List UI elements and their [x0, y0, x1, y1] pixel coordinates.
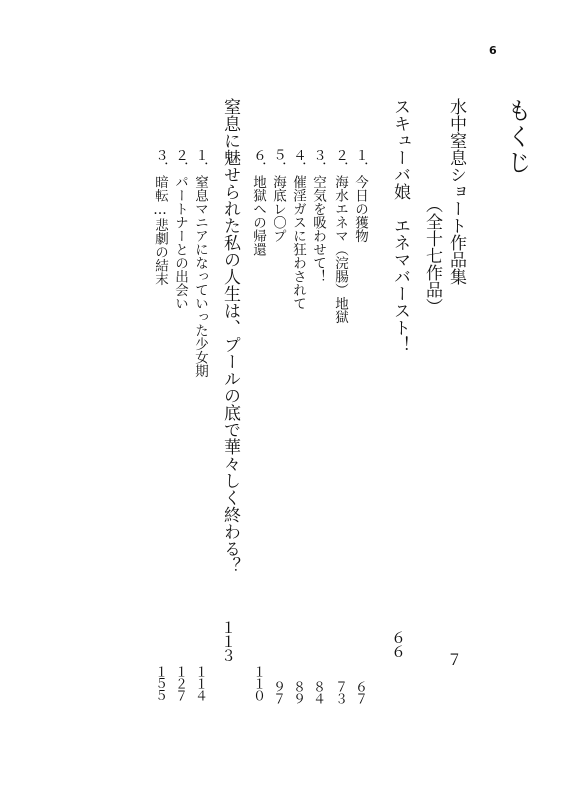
- section-title: 水中窒息ショート作品集: [446, 98, 466, 285]
- list-item: ４．催淫ガスに狂わされて: [290, 148, 306, 310]
- item-page: １５５: [152, 665, 167, 701]
- item-page: ８９: [290, 680, 305, 704]
- list-item: ２．海水エネマ（浣腸）地獄: [332, 148, 348, 324]
- section-subtitle: （全十七作品）: [422, 196, 442, 315]
- list-item: １．今日の獲物: [352, 148, 368, 243]
- section-title: スキューバ娘 エネマバースト！: [390, 98, 410, 353]
- item-page: ６７: [352, 680, 367, 704]
- item-page: ９７: [270, 680, 285, 704]
- list-item: ３．暗転…悲劇の結末: [152, 148, 168, 286]
- toc-heading: もくじ: [503, 98, 531, 176]
- item-page: １１０: [250, 665, 265, 701]
- list-item: ３．空気を吸わせて！: [310, 148, 326, 283]
- list-item: ６．地獄への帰還: [250, 148, 266, 256]
- section-page: １１３: [219, 620, 237, 662]
- section-page: ７: [445, 652, 463, 666]
- item-page: １２７: [172, 665, 187, 701]
- item-page: ７３: [332, 680, 347, 704]
- page-number: 6: [489, 44, 497, 57]
- item-page: １１４: [192, 665, 207, 701]
- section-title: 窒息に魅せられた私の人生は、プールの底で華々しく終わる？: [220, 98, 240, 574]
- section-page: ６６: [389, 630, 407, 658]
- list-item: ２．パートナーとの出会い: [172, 148, 188, 310]
- list-item: １．窒息マニアになっていった少女期: [192, 148, 208, 378]
- list-item: ５．海底レ〇プ: [270, 148, 286, 243]
- item-page: ８４: [310, 680, 325, 704]
